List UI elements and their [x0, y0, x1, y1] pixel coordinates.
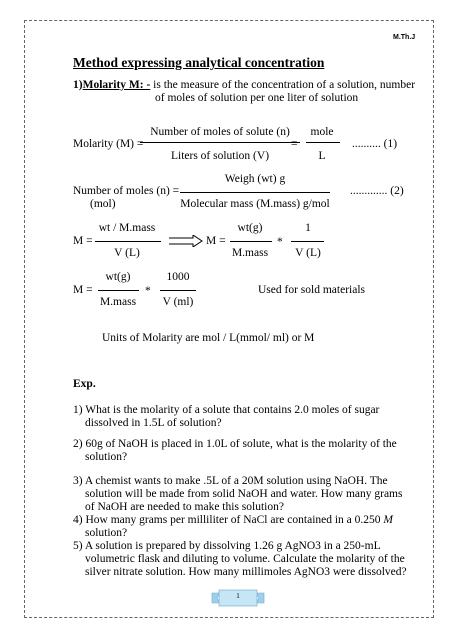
question-3-line3: of NaOH are needed to make this solution?	[85, 501, 284, 513]
eq4-denominator2: V (ml)	[162, 296, 194, 308]
implies-arrow-icon	[169, 235, 203, 247]
question-5-line2: volumetric flask and diluting to volume. Calculate the molarity of the	[85, 553, 405, 565]
eq4-denominator1: M.mass	[99, 296, 137, 308]
eq1-fraction-bar	[140, 142, 300, 143]
eq3-fraction-bar1	[95, 241, 161, 242]
eq4-fraction-bar1	[98, 290, 139, 291]
units-of-molarity: Units of Molarity are mol / L(mmol/ ml) or M	[102, 332, 315, 344]
eq4-lhs: M =	[73, 284, 93, 296]
question-2-line1: 2) 60g of NaOH is placed in 1.0L of solute, what is the molarity of the	[73, 438, 397, 450]
question-4-unit: M	[383, 514, 394, 526]
eq3-numerator1: wt / M.mass	[98, 222, 156, 234]
eq2-denominator: Molecular mass (M.mass) g/mol	[180, 198, 330, 210]
author-initials: M.Th.J	[393, 34, 416, 41]
section1-number: 1)	[73, 79, 83, 91]
eq2-lhs: Number of moles (n) =	[73, 185, 180, 197]
question-4-line1	[73, 514, 393, 527]
eq1-denominator: Liters of solution (V)	[170, 150, 270, 162]
eq3-fraction-bar2	[230, 241, 272, 242]
eq3-times: *	[277, 236, 283, 248]
eq3-denominator3: V (L)	[295, 247, 321, 259]
question-4-line2: solution?	[85, 527, 128, 539]
eq4-numerator2: 1000	[166, 271, 190, 283]
eq3-denominator2: M.mass	[231, 247, 269, 259]
section1-definition-line1: is the measure of the concentration of a solution, number	[153, 79, 416, 91]
eq2-tag: ............. (2)	[350, 185, 404, 197]
eq1-unit-numerator: mole	[310, 126, 334, 138]
eq3-numerator3: 1	[305, 222, 311, 234]
question-1-line1: 1) What is the molarity of a solute that contains 2.0 moles of sugar	[73, 404, 380, 416]
eq3-lhs: M =	[73, 235, 93, 247]
eq2-numerator: Weigh (wt) g	[224, 173, 286, 185]
eq1-unit-bar	[306, 142, 340, 143]
eq1-numerator: Number of moles of solute (n)	[150, 126, 290, 138]
eq3-denominator1: V (L)	[114, 247, 140, 259]
eq3-fraction-bar3	[291, 241, 324, 242]
question-3-line1: 3) A chemist wants to make .5L of a 20M solution using NaOH. The	[73, 475, 388, 487]
eq1-lhs: Molarity (M) =	[73, 138, 144, 150]
question-5-line3: silver nitrate solution. How many millimoles AgNO3 were dissolved?	[85, 566, 407, 578]
section1-term: Molarity M: -	[82, 79, 151, 91]
eq4-fraction-bar2	[160, 290, 196, 291]
section1-definition-line2: of moles of solution per one liter of solution	[155, 92, 359, 104]
eq4-numerator1: wt(g)	[105, 271, 131, 283]
question-4-text: 4) How many grams per milliliter of NaCl are contained in a 0.250	[73, 514, 381, 526]
question-5-line1: 5) A solution is prepared by dissolving 1.26 g AgNO3 in a 250-mL	[73, 540, 381, 552]
eq3-rhs: M =	[206, 235, 226, 247]
eq1-tag: .......... (1)	[352, 138, 398, 150]
section1-heading	[73, 79, 415, 92]
question-1-line2: dissolved in 1.5L of solution?	[85, 417, 222, 429]
question-3-line2: solution will be made from solid NaOH and water. How many grams	[85, 488, 403, 500]
page-title: Method expressing analytical concentration	[73, 55, 325, 70]
eq4-times: *	[145, 285, 151, 297]
eq3-numerator2: wt(g)	[237, 222, 263, 234]
eq1-equals: =	[291, 138, 298, 150]
question-2-line2: solution?	[85, 451, 128, 463]
examples-heading: Exp.	[73, 378, 96, 390]
eq4-note: Used for sold materials	[258, 284, 365, 296]
page-number: 1	[236, 592, 240, 600]
eq2-lhs-unit: (mol)	[90, 198, 116, 210]
eq2-fraction-bar	[180, 192, 330, 193]
eq1-unit-denominator: L	[318, 150, 326, 162]
